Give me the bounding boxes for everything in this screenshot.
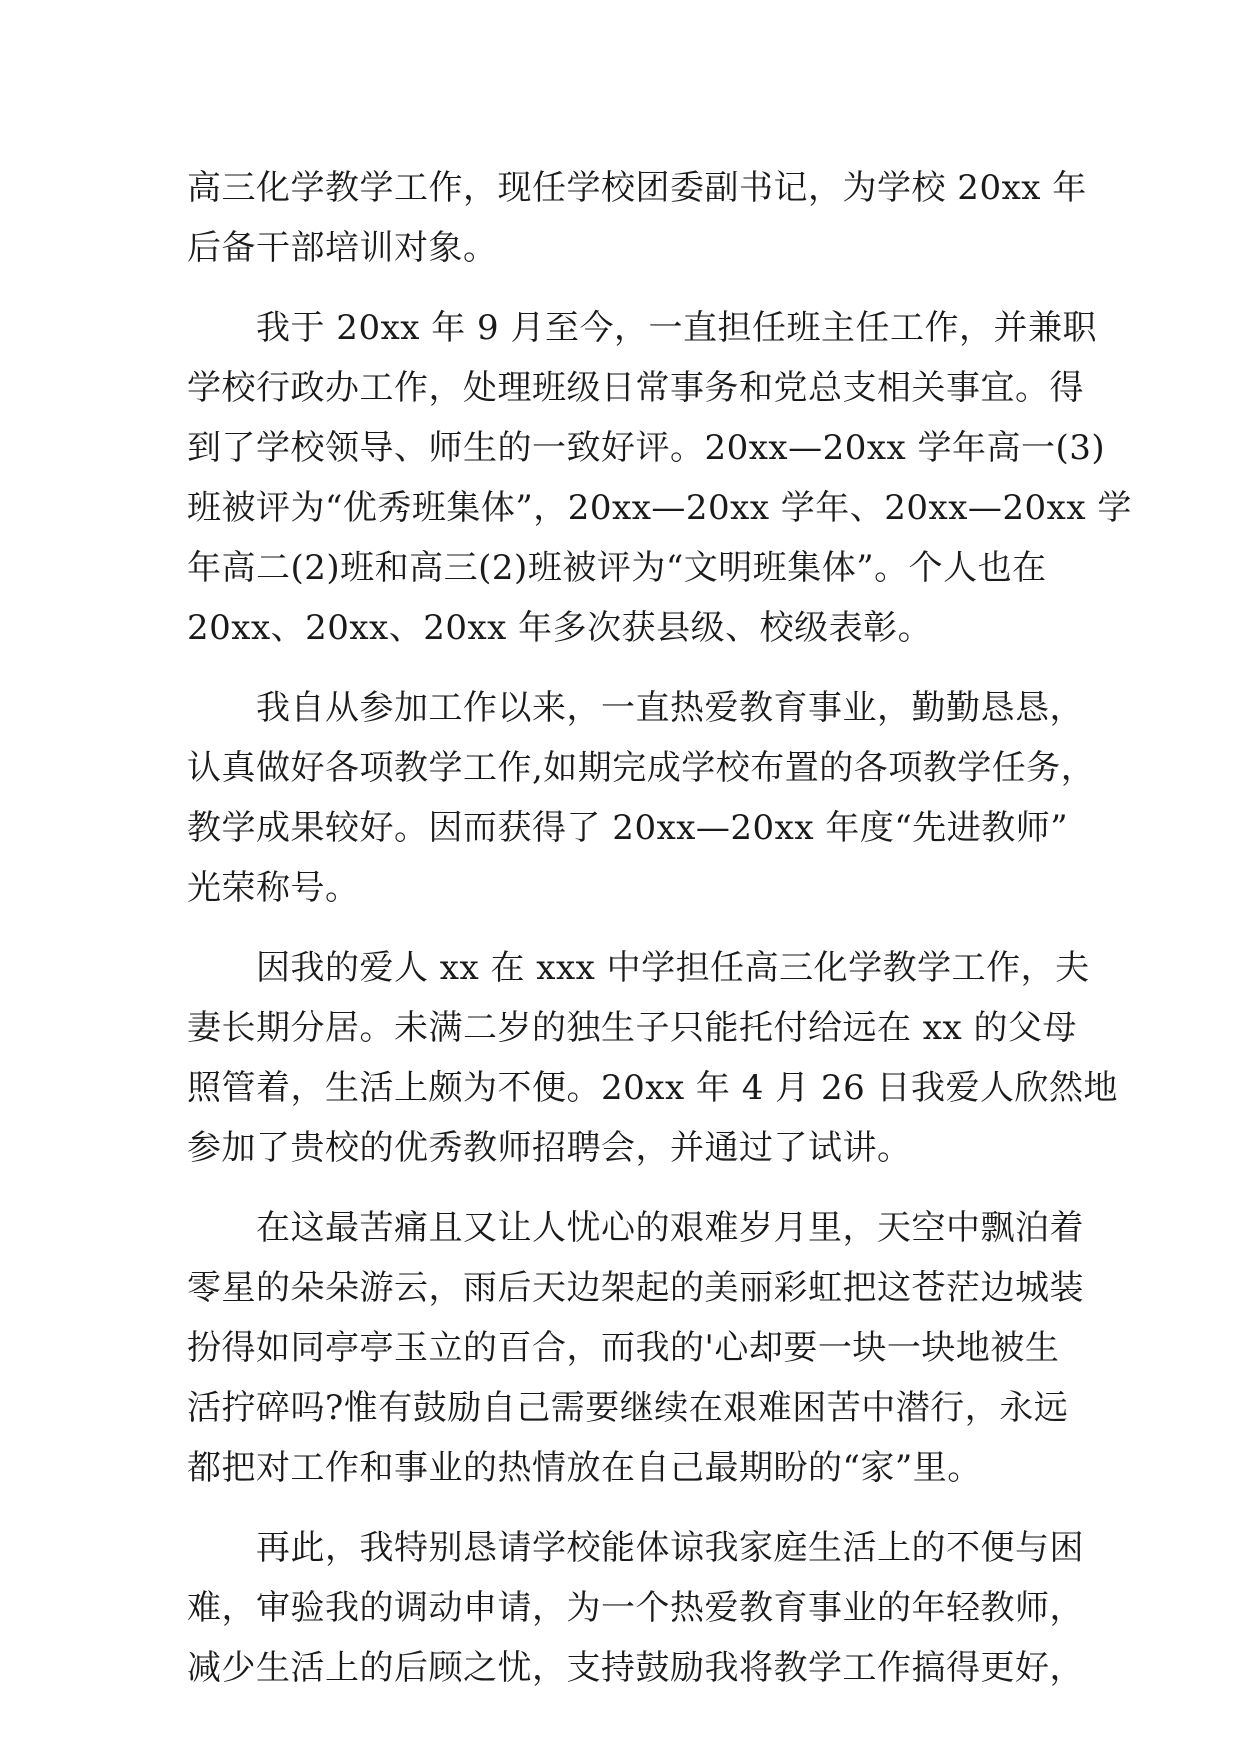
paragraph-start: 我于 20xx 年 9 月至今，一直担任班主任工作，并兼职 (256, 308, 1097, 348)
paragraph-start: 在这最苦痛且又让人忧心的艰难岁月里，天空中飘泊着 (256, 1208, 1084, 1248)
text-line: 班被评为“优秀班集体”，20xx—20xx 学年、20xx—20xx 学 (187, 488, 1132, 528)
text-line: 难，审验我的调动申请，为一个热爱教育事业的年轻教师， (187, 1588, 1084, 1628)
text-line: 学校行政办工作，处理班级日常事务和党总支相关事宜。得 (187, 368, 1084, 408)
paragraph-start: 再此，我特别恳请学校能体谅我家庭生活上的不便与困 (256, 1528, 1084, 1568)
text-line: 认真做好各项教学工作,如期完成学校布置的各项教学任务， (187, 748, 1096, 788)
text-line: 零星的朵朵游云，雨后天边架起的美丽彩虹把这苍茫边城装 (187, 1268, 1084, 1308)
text-line: 减少生活上的后顾之忧，支持鼓励我将教学工作搞得更好， (187, 1648, 1084, 1688)
text-line: 教学成果较好。因而获得了 20xx—20xx 年度“先进教师” (187, 808, 1069, 848)
text-line: 后备干部培训对象。 (187, 228, 498, 268)
text-line: 照管着，生活上颇为不便。20xx 年 4 月 26 日我爱人欣然地 (187, 1068, 1119, 1108)
text-line: 扮得如同亭亭玉立的百合，而我的'心却要一块一块地被生 (187, 1328, 1060, 1368)
paragraph-start: 因我的爱人 xx 在 xxx 中学担任高三化学教学工作，夫 (256, 948, 1090, 988)
paragraph-start: 我自从参加工作以来，一直热爱教育事业，勤勤恳恳， (256, 688, 1084, 728)
text-line: 光荣称号。 (187, 868, 360, 908)
text-line: 都把对工作和事业的热情放在自己最期盼的“家”里。 (187, 1448, 982, 1488)
text-line: 20xx、20xx、20xx 年多次获县级、校级表彰。 (187, 608, 933, 648)
text-line: 年高二(2)班和高三(2)班被评为“文明班集体”。个人也在 (187, 548, 1047, 588)
text-line: 活拧碎吗?惟有鼓励自己需要继续在艰难困苦中潜行，永远 (187, 1388, 1069, 1428)
text-line: 妻长期分居。未满二岁的独生子只能托付给远在 xx 的父母 (187, 1008, 1077, 1048)
text-line: 高三化学教学工作，现任学校团委副书记，为学校 20xx 年 (187, 168, 1087, 208)
text-line: 到了学校领导、师生的一致好评。20xx—20xx 学年高一(3) (187, 428, 1106, 468)
text-line: 参加了贵校的优秀教师招聘会，并通过了试讲。 (187, 1128, 912, 1168)
